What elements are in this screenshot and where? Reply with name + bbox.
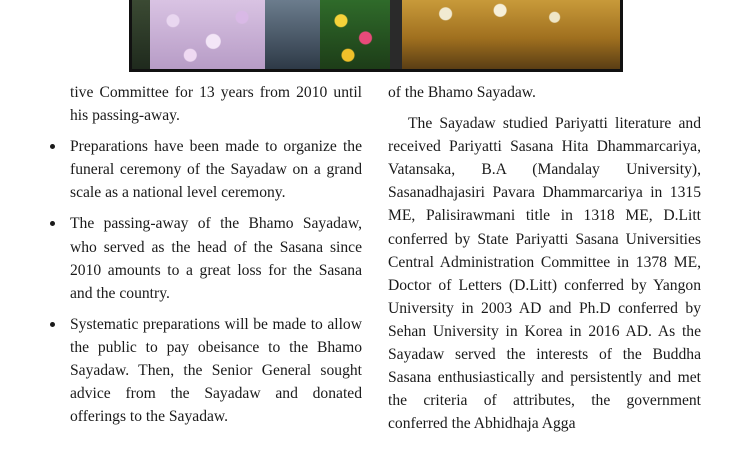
funeral-flowers-photo: [129, 0, 623, 72]
list-item: [70, 212, 362, 304]
bullet-text: Systematic preparations will be made to allow the public to pay obeisance to the Bhamo Sayadaw. Then, the Senior General sought advice from the Sayadaw and donated offerings to the Sayadaw.: [70, 315, 362, 426]
bullet-icon: [50, 144, 55, 149]
golden-coffin: [402, 0, 620, 69]
left-column: [70, 81, 362, 428]
flower-wreath: [320, 0, 390, 69]
right-column: [388, 81, 701, 435]
list-item: [70, 135, 362, 204]
white-orchid-wreath: [150, 0, 265, 69]
photo-divider: [390, 0, 402, 69]
photo-background: [265, 0, 320, 69]
list-item: [70, 313, 362, 428]
photo-background: [132, 0, 150, 69]
bullet-list: [70, 135, 362, 428]
bullet-icon: [50, 322, 55, 327]
body-paragraph: The Sayadaw studied Pariyatti literature and received Pariyatti Sasana Hita Dhammarcariya, Vatansaka, B.A (Mandalay University), Sasanadhajasiri Pavara Dhammarcariya in 1315 ME, Palisirawmani title in 1318 ME, D.Litt conferred by State Pariyatti Sasana Universities Central Administration Committee in 1378 ME, Doctor of Letters (D.Litt) conferred by Yangon University in 2003 AD and Ph.D conferred by Sehan University in Korea in 2016 AD. As the Sayadaw served the interests of the Buddha Sasana enthusiastically and persistently and met the criteria of attributes, the government conferred the Abhidhaja Agga: [388, 115, 701, 433]
bullet-icon: [50, 221, 55, 226]
bullet-text: The passing-away of the Bhamo Sayadaw, who served as the head of the Sasana since 2010 amounts to a great loss for the Sasana and the country.: [70, 215, 362, 302]
continuation-text: tive Committee for 13 years from 2010 until his passing-away.: [70, 84, 362, 125]
bullet-text: Preparations have been made to organize the funeral ceremony of the Sayadaw on a grand scale as a national level ceremony.: [70, 138, 362, 202]
continuation-text: of the Bhamo Sayadaw.: [388, 84, 536, 101]
